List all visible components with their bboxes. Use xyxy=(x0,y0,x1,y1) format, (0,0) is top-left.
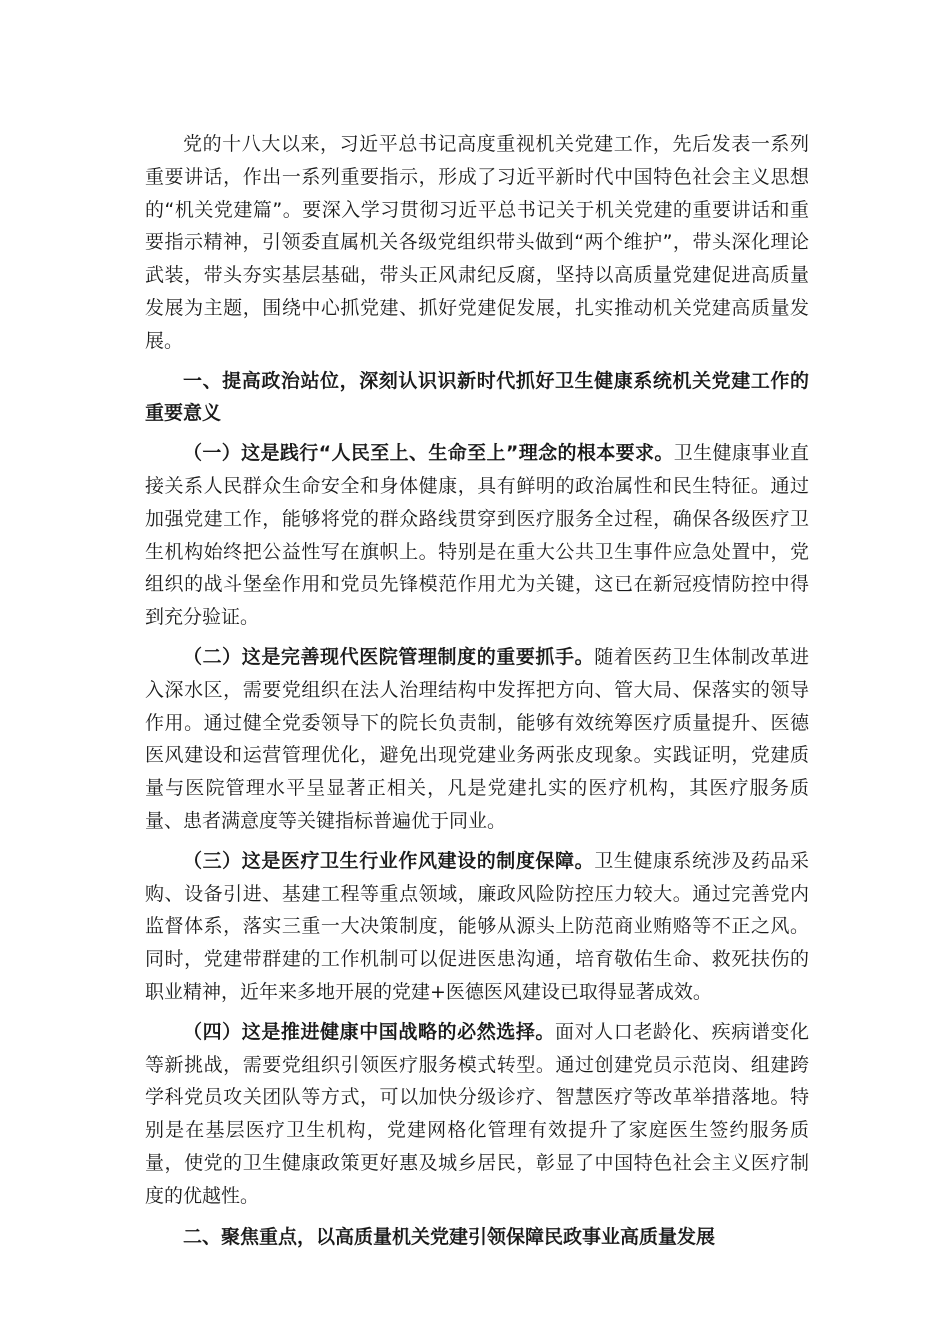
item-1-body: 卫生健康事业直接关系人民群众生命安全和身体健康，具有鲜明的政治属性和民生特征。通过加强党建工作，能够将党的群众路线贯穿到医疗服务全过程，确保各级医疗卫生机构始终把公益性写在旗帜上。特别是在重大公共卫生事件应急处置中，党组织的战斗堡垒作用和党员先锋模范作用尤为关键，这已在新冠疫情防控中得到充分验证。 xyxy=(145,442,809,629)
item-3-lead: （三）这是医疗卫生行业作风建设的制度保障。 xyxy=(183,849,595,872)
item-3-body: 卫生健康系统涉及药品采购、设备引进、基建工程等重点领域，廉政风险防控压力较大。通过完善党内监督体系，落实三重一大决策制度，能够从源头上防范商业贿赂等不正之风。同时，党建带群建的工作机制可以促进医患沟通，培育敬佑生命、救死扶伤的职业精神，近年来多地开展的党建+医德医风建设已取得显著成效。 xyxy=(145,849,809,1003)
section-1-heading: 一、提高政治站位，深刻认识识新时代抓好卫生健康系统机关党建工作的重要意义 xyxy=(145,369,809,425)
item-4-lead: （四）这是推进健康中国战略的必然选择。 xyxy=(183,1020,556,1043)
section-2-heading: 二、聚焦重点，以高质量机关党建引领保障民政事业高质量发展 xyxy=(183,1225,716,1248)
document-body xyxy=(145,128,809,1260)
intro-paragraph: 党的十八大以来，习近平总书记高度重视机关党建工作，先后发表一系列重要讲话，作出一系列重要指示，形成了习近平新时代中国特色社会主义思想的“机关党建篇”。要深入学习贯彻习近平总书记关于机关党建的重要讲话和重要指示精神，引领委直属机关各级党组织带头做到“两个维护”，带头深化理论武装，带头夯实基层基础，带头正风肃纪反腐，坚持以高质量党建促进高质量发展为主题，围绕中心抓党建、抓好党建促发展，扎实推动机关党建高质量发展。 xyxy=(145,133,809,352)
item-3-paragraph xyxy=(145,845,809,1009)
item-2-paragraph xyxy=(145,641,809,838)
item-1-paragraph xyxy=(145,437,809,634)
item-2-body: 随着医药卫生体制改革进入深水区，需要党组织在法人治理结构中发挥把方向、管大局、保落实的领导作用。通过健全党委领导下的院长负责制，能够有效统筹医疗质量提升、医德医风建设和运营管理优化，避免出现党建业务两张皮现象。实践证明，党建质量与医院管理水平呈显著正相关，凡是党建扎实的医疗机构，其医疗服务质量、患者满意度等关键指标普遍优于同业。 xyxy=(145,645,809,832)
item-1-lead: （一）这是践行“人民至上、生命至上”理念的根本要求。 xyxy=(183,442,674,465)
item-2-lead: （二）这是完善现代医院管理制度的重要抓手。 xyxy=(183,645,595,668)
item-4-paragraph xyxy=(145,1016,809,1213)
item-4-body: 面对人口老龄化、疾病谱变化等新挑战，需要党组织引领医疗服务模式转型。通过创建党员示范岗、组建跨学科党员攻关团队等方式，可以加快分级诊疗、智慧医疗等改革举措落地。特别是在基层医疗卫生机构，党建网格化管理有效提升了家庭医生签约服务质量，使党的卫生健康政策更好惠及城乡居民，彰显了中国特色社会主义医疗制度的优越性。 xyxy=(145,1020,809,1207)
